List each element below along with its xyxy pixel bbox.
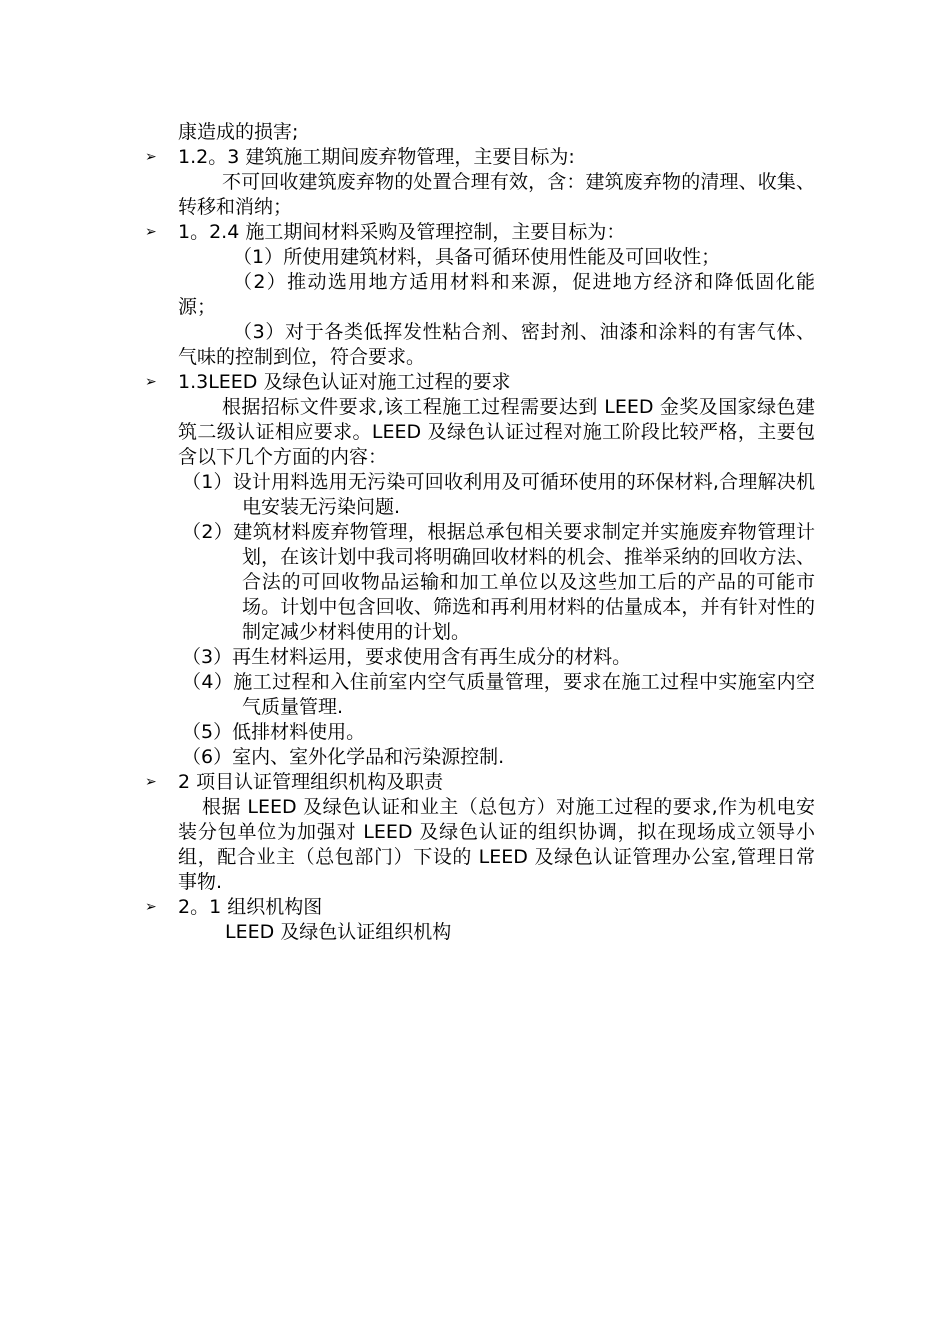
section-heading-2 — [145, 770, 815, 795]
paragraph-1-2-4-item-2: （2）推动选用地方适用材料和来源，促进地方经济和降低固化能源； — [178, 271, 815, 318]
list-item-2: （2）建筑材料废弃物管理，根据总承包相关要求制定并实施废弃物管理计划，在该计划中我司将明确回收材料的机会、推举采纳的回收方法、合法的可回收物品运输和加工单位以及这些加工后的产品的可能市场。计划中包含回收、筛选和再利用材料的估量成本，并有针对性的制定减少材料使用的计划。 — [182, 521, 815, 643]
section-heading-1-2-4 — [145, 220, 815, 245]
heading-text: 1.3LEED 及绿色认证对施工过程的要求 — [178, 371, 511, 393]
section-heading-1-2-3 — [145, 145, 815, 170]
arrow-bullet-icon: ➢ — [145, 899, 157, 915]
list-item-4: （4）施工过程和入住前室内空气质量管理，要求在施工过程中实施室内空气质量管理. — [182, 671, 815, 718]
list-item-6: （6）室内、室外化学品和污染源控制. — [182, 746, 505, 768]
heading-text: 1.2。3 建筑施工期间废弃物管理，主要目标为: — [178, 146, 575, 168]
paragraph-1-2-4-item-3: （3）对于各类低挥发性粘合剂、密封剂、油漆和涂料的有害气体、气味的控制到位，符合要求。 — [178, 321, 815, 368]
heading-text: 2 项目认证管理组织机构及职责 — [178, 771, 444, 793]
paragraph-1-2-4-item-1: （1）所使用建筑材料，具备可循环使用性能及可回收性； — [233, 246, 721, 268]
list-item-1: （1）设计用料选用无污染可回收利用及可循环使用的环保材料,合理解决机电安装无污染问题. — [182, 471, 815, 518]
document-body — [145, 120, 815, 945]
heading-text: 1。2.4 施工期间材料采购及管理控制，主要目标为： — [178, 221, 626, 243]
paragraph-1-3: 根据招标文件要求,该工程施工过程需要达到 LEED 金奖及国家绿色建筑二级认证相应要求。LEED 及绿色认证过程对施工阶段比较严格，主要包含以下几个方面的内容： — [178, 396, 815, 468]
arrow-bullet-icon: ➢ — [145, 774, 157, 790]
arrow-bullet-icon: ➢ — [145, 149, 157, 165]
figure-caption: LEED 及绿色认证组织机构 — [225, 921, 452, 943]
list-item-3: （3）再生材料运用，要求使用含有再生成分的材料。 — [182, 646, 632, 668]
paragraph-2: 根据 LEED 及绿色认证和业主（总包方）对施工过程的要求,作为机电安装分包单位为加强对 LEED 及绿色认证的组织协调，拟在现场成立领导小组，配合业主（总包部门）下设的 LEED 及绿色认证管理办公室,管理日常事物. — [178, 796, 815, 893]
arrow-bullet-icon: ➢ — [145, 224, 157, 240]
paragraph-continuation: 康造成的损害; — [178, 121, 299, 143]
list-item-5: （5）低排材料使用。 — [182, 721, 366, 743]
arrow-bullet-icon: ➢ — [145, 374, 157, 390]
section-heading-2-1 — [145, 895, 815, 920]
heading-text: 2。1 组织机构图 — [178, 896, 323, 918]
paragraph-1-2-3: 不可回收建筑废弃物的处置合理有效，含：建筑废弃物的清理、收集、转移和消纳； — [178, 171, 815, 218]
section-heading-1-3 — [145, 370, 815, 395]
